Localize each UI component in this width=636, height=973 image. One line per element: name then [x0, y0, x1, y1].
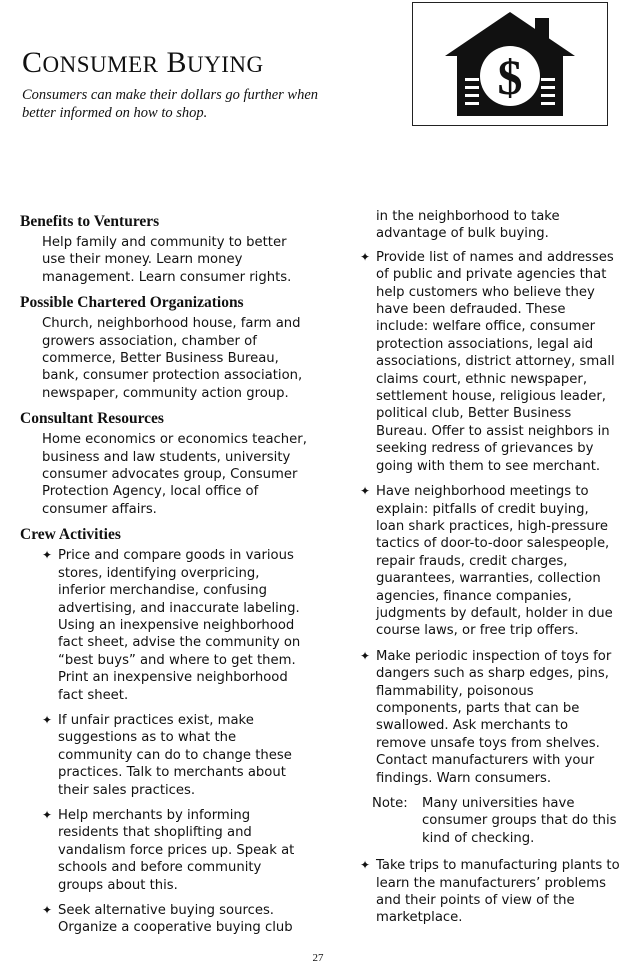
- activity-item: [40, 712, 310, 799]
- activity-text: Provide list of names and addresses of public and private agencies that help customers who believe they have been defrauded. These include: welfare office, consumer protection associations, legal aid associations, district attorney, small claims court, ethnic newspaper, settlement house, religious leader, political club, Better Business Bureau. Offer to assist neighbors in seeking redress of grievances by going with them to see merchant.: [376, 249, 615, 474]
- activity-item: [40, 807, 310, 894]
- note-text: Many universities have consumer groups that do this kind of checking.: [422, 796, 617, 846]
- left-column: [20, 208, 310, 945]
- bullet-icon: ✦: [360, 249, 371, 264]
- bullet-icon: ✦: [42, 903, 53, 917]
- activity-text: Take trips to manufacturing plants to learn the manufacturers’ problems and their points of view of the marketplace.: [376, 858, 620, 926]
- page-subtitle: Consumers can make their dollars go further when better informed on how to shop.: [22, 87, 319, 121]
- note: [372, 795, 620, 847]
- title-rest-buying: UYING: [187, 52, 264, 77]
- title-rest-consumer: ONSUMER: [42, 52, 159, 77]
- continued-text: in the neighborhood to take advantage of bulk buying.: [376, 209, 560, 242]
- bullet-icon: ✦: [42, 548, 53, 563]
- benefits-text: Help family and community to better use their money. Learn money management. Learn consumer rights.: [42, 235, 292, 285]
- chartered-heading: Possible Chartered Organizations: [20, 294, 244, 312]
- house-dollar-sign-icon: [435, 8, 585, 120]
- bullet-icon: ✦: [360, 648, 371, 663]
- activity-item: [358, 648, 620, 787]
- bullet-icon: ✦: [42, 712, 53, 727]
- title-initial-b: B: [166, 46, 187, 79]
- right-column: [358, 208, 620, 935]
- page-title: [22, 46, 264, 80]
- activity-item: [358, 249, 620, 475]
- bullet-icon: ✦: [360, 484, 371, 499]
- consultant-heading: Consultant Resources: [20, 410, 164, 428]
- activity-text: Have neighborhood meetings to explain: pitfalls of credit buying, loan shark practices, high-pressure tactics of door-to-door salespeople, repair frauds, credit charges, guarantees, warranties, collection agencies, finance companies, judgments by default, holder in due course laws, or free trip offers.: [376, 484, 613, 639]
- note-label: Note:: [372, 796, 408, 811]
- bullet-icon: ✦: [360, 858, 371, 873]
- page-number: 27: [312, 952, 324, 964]
- activity-item: [40, 547, 310, 704]
- activity-text: Price and compare goods in various stores, identifying overpricing, inferior merchandise, confusing advertising, and inaccurate labeling. Using an inexpensive neighborhood fact sheet, advise the community on “best buys” and where to get them. Print an inexpensive neighborhood fact sheet.: [58, 548, 301, 703]
- crew-heading: Crew Activities: [20, 526, 121, 544]
- activity-item: [40, 902, 310, 937]
- logo-box: [412, 2, 608, 126]
- benefits-heading: Benefits to Venturers: [20, 213, 160, 230]
- activity-item: [358, 857, 620, 927]
- svg-text:$: $: [497, 49, 523, 105]
- chartered-text: Church, neighborhood house, farm and growers association, chamber of commerce, Better Business Bureau, bank, consumer protection association, newspaper, community action group.: [42, 316, 303, 401]
- activity-text: Help merchants by informing residents that shoplifting and vandalism force prices up. Speak at schools and before community groups about this.: [58, 807, 295, 893]
- activity-item: [358, 483, 620, 640]
- consultant-text: Home economics or economics teacher, business and law students, university consumer advocates group, Consumer Protection Agency, local office of consumer affairs.: [42, 432, 307, 517]
- activity-text: Seek alternative buying sources. Organize a cooperative buying club: [58, 903, 293, 936]
- activity-text: Make periodic inspection of toys for dangers such as sharp edges, pins, flammability, poisonous components, parts that can be swallowed. Ask merchants to remove unsafe toys from shelves. Contact manufacturers with your findings. Warn consumers.: [376, 648, 612, 786]
- activity-text: If unfair practices exist, make suggestions as to what the community can do to change these practices. Talk to merchants about their sales practices.: [58, 712, 292, 798]
- bullet-icon: ✦: [42, 807, 53, 822]
- title-initial-c: C: [22, 46, 43, 79]
